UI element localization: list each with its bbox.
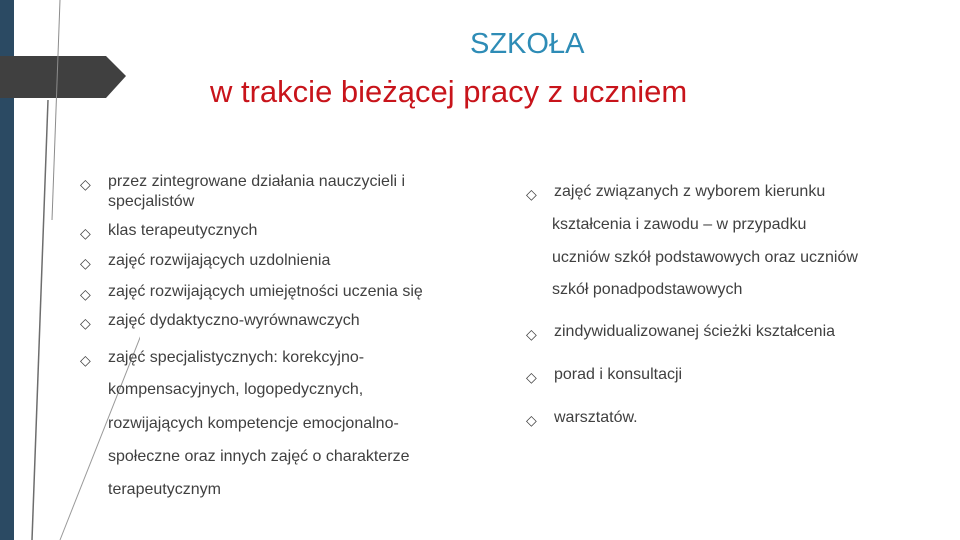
diamond-bullet-icon: ◇ xyxy=(526,412,537,428)
list-item: ◇ klas terapeutycznych xyxy=(80,222,258,241)
list-item: ◇ zindywidualizowanej ścieżki kształcenia xyxy=(526,323,836,342)
slide-subtitle: w trakcie bieżącej pracy z uczniem xyxy=(210,74,688,109)
list-item-continuation: społeczne oraz innych zajęć o charakterze xyxy=(108,448,410,465)
list-item-continuation: uczniów szkół podstawowych oraz uczniów xyxy=(552,249,858,266)
slide-title: SZKOŁA xyxy=(470,28,585,60)
list-item: ◇ zajęć rozwijających umiejętności uczenia się xyxy=(80,283,423,302)
title-arrow-shape xyxy=(0,56,126,98)
diamond-bullet-icon: ◇ xyxy=(80,352,91,368)
diamond-bullet-icon: ◇ xyxy=(80,255,91,271)
list-item: ◇ przez zintegrowane działania nauczycieli i specjalistów xyxy=(80,173,406,210)
list-item-continuation: kształcenia i zawodu – w przypadku xyxy=(552,216,807,233)
diamond-bullet-icon: ◇ xyxy=(80,225,91,241)
list-item-continuation: terapeutycznym xyxy=(108,481,221,498)
list-item-continuation: szkół ponadpodstawowych xyxy=(552,281,743,298)
list-item: ◇ porad i konsultacji xyxy=(526,366,683,385)
list-item: ◇ zajęć specjalistycznych: korekcyjno- xyxy=(80,349,365,368)
diamond-bullet-icon: ◇ xyxy=(80,315,91,331)
list-item: ◇ warsztatów. xyxy=(526,409,638,428)
list-item-continuation: kompensacyjnych, logopedycznych, xyxy=(108,381,364,398)
list-item: ◇ zajęć dydaktyczno-wyrównawczych xyxy=(80,312,360,331)
list-item: ◇ zajęć rozwijających uzdolnienia xyxy=(80,252,331,271)
list-item: ◇ zajęć związanych z wyborem kierunku xyxy=(526,183,826,202)
diamond-bullet-icon: ◇ xyxy=(526,369,537,385)
diamond-bullet-icon: ◇ xyxy=(526,326,537,342)
diamond-bullet-icon: ◇ xyxy=(80,286,91,302)
list-item-continuation: rozwijających kompetencje emocjonalno- xyxy=(108,415,399,432)
diamond-bullet-icon: ◇ xyxy=(526,186,537,202)
diamond-bullet-icon: ◇ xyxy=(80,176,91,192)
